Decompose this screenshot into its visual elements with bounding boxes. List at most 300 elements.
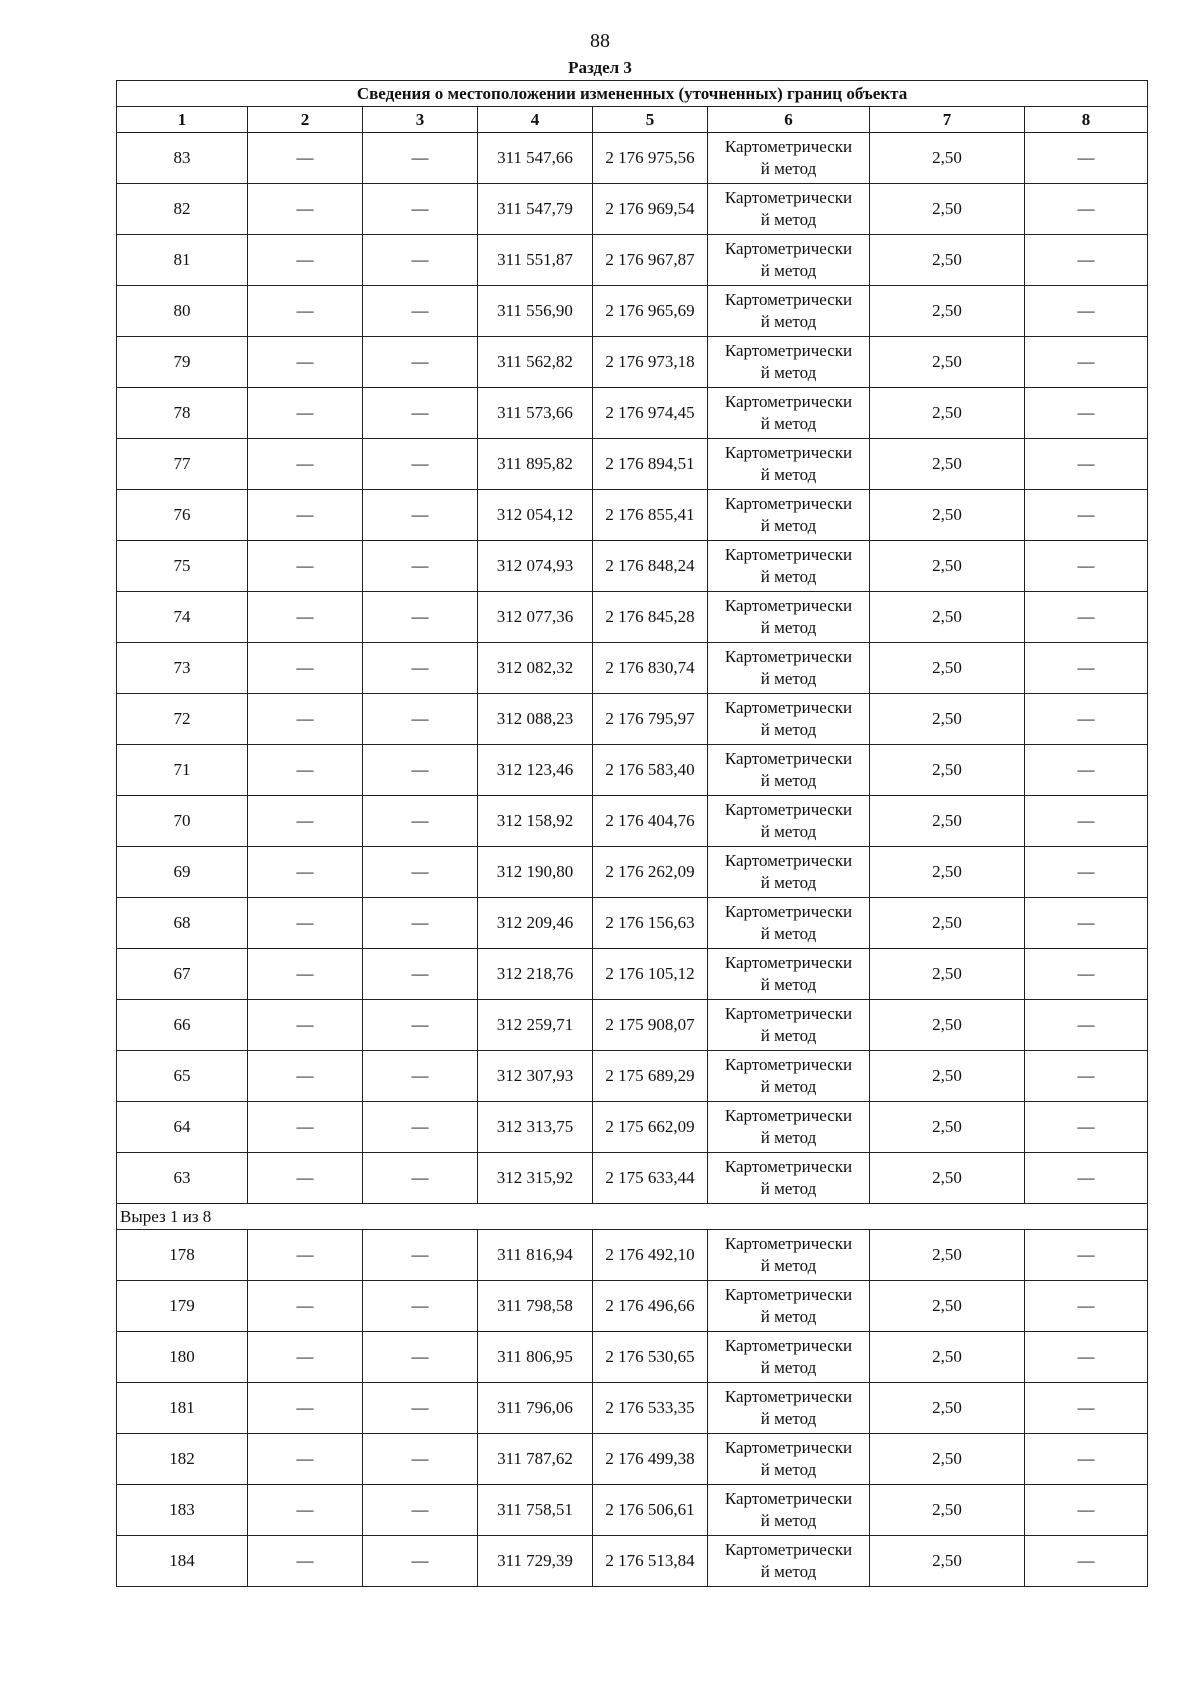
x-coordinate-cell: 311 796,06 [478,1383,593,1434]
table-row [117,643,1148,694]
method-line-1: Картометрически [724,851,853,870]
method-line-1: Картометрически [724,953,853,972]
col8-cell: — [1025,1485,1148,1536]
x-coordinate-cell: 311 556,90 [478,286,593,337]
method-cell [708,1102,870,1153]
table-row [117,1434,1148,1485]
x-coordinate-cell: 311 562,82 [478,337,593,388]
x-coordinate-cell: 312 123,46 [478,745,593,796]
x-coordinate-cell: 311 547,66 [478,133,593,184]
y-coordinate-cell: 2 176 499,38 [593,1434,708,1485]
col8-cell: — [1025,286,1148,337]
x-coordinate-cell: 312 218,76 [478,949,593,1000]
accuracy-cell: 2,50 [870,1281,1025,1332]
column-header: 5 [593,107,708,133]
x-coordinate-cell: 311 729,39 [478,1536,593,1587]
y-coordinate-cell: 2 176 583,40 [593,745,708,796]
point-number-cell: 75 [117,541,248,592]
col3-cell: — [363,286,478,337]
accuracy-cell: 2,50 [870,286,1025,337]
accuracy-cell: 2,50 [870,184,1025,235]
col2-cell: — [248,592,363,643]
method-cell [708,1536,870,1587]
accuracy-cell: 2,50 [870,898,1025,949]
table-row [117,898,1148,949]
method-line-2: й метод [760,771,817,790]
x-coordinate-cell: 311 547,79 [478,184,593,235]
method-cell [708,388,870,439]
y-coordinate-cell: 2 176 404,76 [593,796,708,847]
table-row [117,1332,1148,1383]
col2-cell: — [248,898,363,949]
point-number-cell: 67 [117,949,248,1000]
method-line-2: й метод [760,924,817,943]
y-coordinate-cell: 2 176 975,56 [593,133,708,184]
method-line-1: Картометрически [724,494,853,513]
point-number-cell: 71 [117,745,248,796]
col3-cell: — [363,184,478,235]
accuracy-cell: 2,50 [870,490,1025,541]
y-coordinate-cell: 2 176 533,35 [593,1383,708,1434]
method-line-1: Картометрически [724,1106,853,1125]
point-number-cell: 73 [117,643,248,694]
col3-cell: — [363,1332,478,1383]
col3-cell: — [363,1383,478,1434]
x-coordinate-cell: 311 895,82 [478,439,593,490]
col3-cell: — [363,1434,478,1485]
method-line-2: й метод [760,414,817,433]
method-line-1: Картометрически [724,341,853,360]
table-row [117,1230,1148,1281]
col8-cell: — [1025,439,1148,490]
col3-cell: — [363,694,478,745]
cutout-label: Вырез 1 из 8 [117,1204,1148,1230]
accuracy-cell: 2,50 [870,337,1025,388]
cutout-section [117,1204,1148,1587]
method-cell [708,541,870,592]
point-number-cell: 181 [117,1383,248,1434]
col8-cell: — [1025,388,1148,439]
y-coordinate-cell: 2 176 830,74 [593,643,708,694]
col3-cell: — [363,1153,478,1204]
col2-cell: — [248,235,363,286]
col3-cell: — [363,235,478,286]
method-line-1: Картометрически [724,1387,853,1406]
column-header: 2 [248,107,363,133]
point-number-cell: 76 [117,490,248,541]
method-line-2: й метод [760,1256,817,1275]
method-line-1: Картометрически [724,1004,853,1023]
method-line-2: й метод [760,1358,817,1377]
table-row [117,694,1148,745]
y-coordinate-cell: 2 175 689,29 [593,1051,708,1102]
method-cell [708,847,870,898]
col8-cell: — [1025,796,1148,847]
method-cell [708,694,870,745]
point-number-cell: 64 [117,1102,248,1153]
col8-cell: — [1025,1051,1148,1102]
section-title: Раздел 3 [568,58,632,77]
method-line-1: Картометрически [724,1438,853,1457]
point-number-cell: 65 [117,1051,248,1102]
point-number-cell: 70 [117,796,248,847]
method-line-1: Картометрически [724,698,853,717]
col3-cell: — [363,847,478,898]
table-row [117,337,1148,388]
col8-cell: — [1025,694,1148,745]
table-row [117,184,1148,235]
point-number-cell: 69 [117,847,248,898]
col3-cell: — [363,949,478,1000]
x-coordinate-cell: 312 158,92 [478,796,593,847]
x-coordinate-cell: 311 758,51 [478,1485,593,1536]
point-number-cell: 182 [117,1434,248,1485]
col2-cell: — [248,1051,363,1102]
method-cell [708,1000,870,1051]
method-cell [708,592,870,643]
col3-cell: — [363,745,478,796]
x-coordinate-cell: 312 315,92 [478,1153,593,1204]
col8-cell: — [1025,133,1148,184]
col8-cell: — [1025,745,1148,796]
method-line-1: Картометрически [724,749,853,768]
y-coordinate-cell: 2 176 845,28 [593,592,708,643]
accuracy-cell: 2,50 [870,235,1025,286]
column-header: 1 [117,107,248,133]
method-cell [708,1434,870,1485]
method-cell [708,1332,870,1383]
col2-cell: — [248,1332,363,1383]
col3-cell: — [363,898,478,949]
x-coordinate-cell: 312 209,46 [478,898,593,949]
method-line-2: й метод [760,1026,817,1045]
table-row [117,745,1148,796]
col2-cell: — [248,541,363,592]
col8-cell: — [1025,643,1148,694]
coordinates-table [116,80,1148,1587]
method-line-1: Картометрически [724,545,853,564]
method-line-2: й метод [760,1562,817,1581]
accuracy-cell: 2,50 [870,694,1025,745]
col8-cell: — [1025,337,1148,388]
col3-cell: — [363,1485,478,1536]
col2-cell: — [248,1102,363,1153]
x-coordinate-cell: 312 190,80 [478,847,593,898]
x-coordinate-cell: 312 082,32 [478,643,593,694]
method-line-1: Картометрически [724,188,853,207]
accuracy-cell: 2,50 [870,949,1025,1000]
y-coordinate-cell: 2 176 262,09 [593,847,708,898]
accuracy-cell: 2,50 [870,1102,1025,1153]
accuracy-cell: 2,50 [870,1153,1025,1204]
method-line-2: й метод [760,312,817,331]
method-line-2: й метод [760,465,817,484]
accuracy-cell: 2,50 [870,592,1025,643]
x-coordinate-cell: 312 074,93 [478,541,593,592]
x-coordinate-cell: 312 259,71 [478,1000,593,1051]
col3-cell: — [363,1230,478,1281]
col2-cell: — [248,1536,363,1587]
method-line-1: Картометрически [724,290,853,309]
method-cell [708,1485,870,1536]
x-coordinate-cell: 311 787,62 [478,1434,593,1485]
x-coordinate-cell: 312 313,75 [478,1102,593,1153]
method-line-2: й метод [760,516,817,535]
y-coordinate-cell: 2 175 633,44 [593,1153,708,1204]
accuracy-cell: 2,50 [870,439,1025,490]
col2-cell: — [248,1485,363,1536]
x-coordinate-cell: 311 806,95 [478,1332,593,1383]
method-line-1: Картометрически [724,800,853,819]
accuracy-cell: 2,50 [870,643,1025,694]
method-line-1: Картометрически [724,596,853,615]
point-number-cell: 74 [117,592,248,643]
method-line-2: й метод [760,1409,817,1428]
y-coordinate-cell: 2 176 492,10 [593,1230,708,1281]
col2-cell: — [248,388,363,439]
col2-cell: — [248,694,363,745]
accuracy-cell: 2,50 [870,1383,1025,1434]
col8-cell: — [1025,1434,1148,1485]
x-coordinate-cell: 311 816,94 [478,1230,593,1281]
table-row [117,439,1148,490]
method-line-2: й метод [760,720,817,739]
method-line-2: й метод [760,363,817,382]
x-coordinate-cell: 311 551,87 [478,235,593,286]
x-coordinate-cell: 312 307,93 [478,1051,593,1102]
table-row [117,949,1148,1000]
col2-cell: — [248,847,363,898]
col3-cell: — [363,439,478,490]
table-row [117,1051,1148,1102]
col3-cell: — [363,1000,478,1051]
y-coordinate-cell: 2 175 908,07 [593,1000,708,1051]
col2-cell: — [248,1000,363,1051]
method-cell [708,439,870,490]
table-row [117,235,1148,286]
col3-cell: — [363,1102,478,1153]
col2-cell: — [248,745,363,796]
col8-cell: — [1025,1332,1148,1383]
method-line-1: Картометрически [724,902,853,921]
y-coordinate-cell: 2 176 967,87 [593,235,708,286]
method-line-2: й метод [760,1460,817,1479]
col3-cell: — [363,1536,478,1587]
table-row [117,286,1148,337]
accuracy-cell: 2,50 [870,1051,1025,1102]
method-line-1: Картометрически [724,1540,853,1559]
method-line-2: й метод [760,822,817,841]
y-coordinate-cell: 2 176 513,84 [593,1536,708,1587]
method-line-1: Картометрически [724,1489,853,1508]
col2-cell: — [248,1230,363,1281]
y-coordinate-cell: 2 176 506,61 [593,1485,708,1536]
col8-cell: — [1025,1281,1148,1332]
col8-cell: — [1025,949,1148,1000]
x-coordinate-cell: 311 573,66 [478,388,593,439]
table-body [117,133,1148,1204]
y-coordinate-cell: 2 176 894,51 [593,439,708,490]
point-number-cell: 180 [117,1332,248,1383]
method-line-2: й метод [760,618,817,637]
col2-cell: — [248,490,363,541]
method-cell [708,286,870,337]
point-number-cell: 63 [117,1153,248,1204]
col3-cell: — [363,133,478,184]
col8-cell: — [1025,184,1148,235]
col3-cell: — [363,592,478,643]
accuracy-cell: 2,50 [870,541,1025,592]
table-row [117,388,1148,439]
x-coordinate-cell: 312 077,36 [478,592,593,643]
point-number-cell: 178 [117,1230,248,1281]
accuracy-cell: 2,50 [870,1536,1025,1587]
method-line-1: Картометрически [724,647,853,666]
point-number-cell: 81 [117,235,248,286]
method-line-2: й метод [760,1307,817,1326]
point-number-cell: 72 [117,694,248,745]
page-number: 88 [590,30,610,52]
method-line-1: Картометрически [724,137,853,156]
col2-cell: — [248,439,363,490]
y-coordinate-cell: 2 176 969,54 [593,184,708,235]
y-coordinate-cell: 2 176 965,69 [593,286,708,337]
method-line-2: й метод [760,159,817,178]
col8-cell: — [1025,1230,1148,1281]
method-cell [708,796,870,847]
table-row [117,1383,1148,1434]
method-cell [708,1383,870,1434]
point-number-cell: 66 [117,1000,248,1051]
method-line-1: Картометрически [724,392,853,411]
accuracy-cell: 2,50 [870,1434,1025,1485]
method-cell [708,949,870,1000]
point-number-cell: 77 [117,439,248,490]
method-line-2: й метод [760,873,817,892]
col3-cell: — [363,541,478,592]
col2-cell: — [248,337,363,388]
col2-cell: — [248,286,363,337]
table-row [117,1536,1148,1587]
x-coordinate-cell: 312 054,12 [478,490,593,541]
column-header: 7 [870,107,1025,133]
method-line-1: Картометрически [724,1157,853,1176]
point-number-cell: 82 [117,184,248,235]
table-row [117,133,1148,184]
method-line-1: Картометрически [724,1285,853,1304]
point-number-cell: 78 [117,388,248,439]
col8-cell: — [1025,898,1148,949]
method-line-1: Картометрически [724,1234,853,1253]
y-coordinate-cell: 2 176 156,63 [593,898,708,949]
col8-cell: — [1025,592,1148,643]
method-cell [708,184,870,235]
col3-cell: — [363,337,478,388]
y-coordinate-cell: 2 176 848,24 [593,541,708,592]
col8-cell: — [1025,1153,1148,1204]
col2-cell: — [248,1153,363,1204]
accuracy-cell: 2,50 [870,1485,1025,1536]
method-line-2: й метод [760,261,817,280]
table-row [117,490,1148,541]
method-line-1: Картометрически [724,239,853,258]
col3-cell: — [363,796,478,847]
point-number-cell: 68 [117,898,248,949]
point-number-cell: 80 [117,286,248,337]
col8-cell: — [1025,1383,1148,1434]
method-cell [708,235,870,286]
col8-cell: — [1025,490,1148,541]
table-row [117,1485,1148,1536]
method-line-1: Картометрически [724,443,853,462]
col3-cell: — [363,1281,478,1332]
col3-cell: — [363,643,478,694]
col2-cell: — [248,796,363,847]
point-number-cell: 179 [117,1281,248,1332]
y-coordinate-cell: 2 176 855,41 [593,490,708,541]
column-header: 3 [363,107,478,133]
table-row [117,592,1148,643]
point-number-cell: 184 [117,1536,248,1587]
accuracy-cell: 2,50 [870,1000,1025,1051]
table-row [117,796,1148,847]
method-line-1: Картометрически [724,1336,853,1355]
col8-cell: — [1025,1102,1148,1153]
x-coordinate-cell: 312 088,23 [478,694,593,745]
col2-cell: — [248,1281,363,1332]
accuracy-cell: 2,50 [870,745,1025,796]
method-line-2: й метод [760,1179,817,1198]
col8-cell: — [1025,1000,1148,1051]
method-line-1: Картометрически [724,1055,853,1074]
method-line-2: й метод [760,210,817,229]
table-row [117,541,1148,592]
col2-cell: — [248,1434,363,1485]
table-row [117,1102,1148,1153]
table-caption: Сведения о местоположении измененных (уточненных) границ объекта [117,81,1148,107]
cutout-label-row [117,1204,1148,1230]
point-number-cell: 183 [117,1485,248,1536]
table-row [117,1153,1148,1204]
method-cell [708,1153,870,1204]
method-line-2: й метод [760,1511,817,1530]
method-cell [708,1281,870,1332]
accuracy-cell: 2,50 [870,133,1025,184]
col8-cell: — [1025,541,1148,592]
method-line-2: й метод [760,975,817,994]
column-header: 8 [1025,107,1148,133]
method-cell [708,898,870,949]
accuracy-cell: 2,50 [870,1332,1025,1383]
col8-cell: — [1025,847,1148,898]
col2-cell: — [248,133,363,184]
col3-cell: — [363,490,478,541]
method-line-2: й метод [760,567,817,586]
method-cell [708,490,870,541]
method-line-2: й метод [760,1077,817,1096]
accuracy-cell: 2,50 [870,388,1025,439]
method-cell [708,745,870,796]
accuracy-cell: 2,50 [870,847,1025,898]
y-coordinate-cell: 2 176 974,45 [593,388,708,439]
col3-cell: — [363,1051,478,1102]
table-row [117,1281,1148,1332]
method-cell [708,643,870,694]
column-number-row [117,107,1148,133]
y-coordinate-cell: 2 176 496,66 [593,1281,708,1332]
point-number-cell: 83 [117,133,248,184]
col2-cell: — [248,184,363,235]
